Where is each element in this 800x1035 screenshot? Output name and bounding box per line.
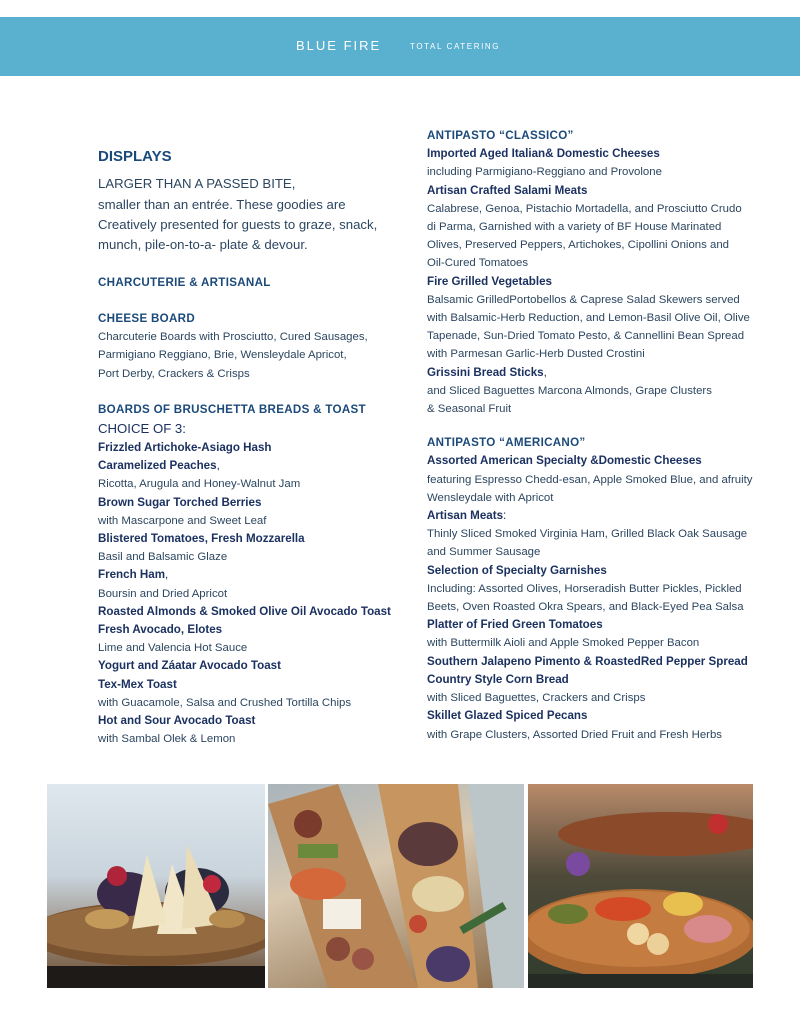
menu-item-desc: Olives, Preserved Peppers, Artichokes, Cipollini Onions and [427, 239, 729, 252]
menu-item-name: Artisan Meats: [427, 509, 507, 523]
photo-bruschetta-platter [47, 784, 265, 988]
menu-item-name: Southern Jalapeno Pimento & RoastedRed Pepper Spread [427, 654, 748, 668]
section-heading-charcuterie: CHARCUTERIE & ARTISANAL [98, 275, 271, 289]
menu-item-desc: and Summer Sausage [427, 546, 541, 559]
menu-item-desc: with Sambal Olek & Lemon [98, 733, 236, 746]
section-heading-americano: ANTIPASTO “AMERICANO” [427, 436, 586, 450]
cheese-text: Charcuterie Boards with Prosciutto, Cured Sausages, [98, 331, 368, 344]
menu-item-name: Artisan Crafted Salami Meats [427, 183, 588, 197]
cheese-text: Parmigiano Reggiano, Brie, Wensleydale Apricot, [98, 349, 347, 362]
menu-item-desc: Basil and Balsamic Glaze [98, 551, 228, 564]
section-heading-boards: BOARDS OF BRUSCHETTA BREADS & TOAST [98, 402, 366, 416]
header-banner [0, 17, 800, 76]
section-heading-classico: ANTIPASTO “CLASSICO” [427, 129, 574, 142]
menu-item-name: Hot and Sour Avocado Toast [98, 714, 256, 728]
section-heading-cheese-board: CHEESE BOARD [98, 312, 196, 326]
intro-line: Creatively presented for guests to graze, snack, [98, 217, 378, 233]
intro-line: LARGER THAN A PASSED BITE, [98, 176, 296, 192]
right-column [427, 127, 772, 744]
intro-paragraph [98, 174, 408, 256]
menu-item-desc: Wensleydale with Apricot [427, 491, 554, 504]
intro-line: smaller than an entrée. These goodies are [98, 196, 346, 212]
photo-antipasto-board [528, 784, 753, 988]
menu-item-name: Grissini Bread Sticks, [427, 365, 547, 379]
brand-logo: BLUE FIRE [296, 38, 382, 53]
menu-item-name: Country Style Corn Bread [427, 672, 569, 686]
menu-item-name: Assorted American Specialty &Domestic Cheeses [427, 454, 702, 468]
menu-item-desc: featuring Espresso Chedd-esan, Apple Smoked Blue, and afruity [427, 473, 753, 486]
photo-charcuterie-boards [268, 784, 524, 988]
menu-item-desc: with Guacamole, Salsa and Crushed Tortilla Chips [98, 696, 352, 709]
menu-item-name: Tex-Mex Toast [98, 677, 177, 691]
menu-item-desc: with Sliced Baguettes, Crackers and Crisps [427, 692, 646, 705]
menu-item-name: Brown Sugar Torched Berries [98, 495, 262, 509]
page-title: DISPLAYS [98, 148, 172, 165]
menu-item-name: Platter of Fried Green Tomatoes [427, 618, 603, 632]
menu-item-name: Yogurt and Záatar Avocado Toast [98, 659, 281, 673]
menu-item-desc: and Sliced Baguettes Marcona Almonds, Grape Clusters [427, 384, 712, 397]
menu-item-desc: Balsamic GrilledPortobellos & Caprese Salad Skewers served [427, 293, 740, 306]
menu-item-desc: with Balsamic-Herb Reduction, and Lemon-Basil Olive Oil, Olive [427, 312, 750, 325]
brand-tagline: TOTAL CATERING [410, 42, 501, 51]
menu-item-name: Roasted Almonds & Smoked Olive Oil Avocado Toast [98, 604, 391, 618]
menu-item-desc: Oil-Cured Tomatoes [427, 257, 529, 270]
menu-item-name: Fresh Avocado, Elotes [98, 623, 223, 637]
menu-item-desc: Tapenade, Sun-Dried Tomato Pesto, & Cannellini Bean Spread [427, 330, 745, 343]
menu-item-desc: Beets, Oven Roasted Okra Spears, and Black-Eyed Pea Salsa [427, 601, 744, 614]
menu-item-name: Fire Grilled Vegetables [427, 274, 553, 288]
menu-item-desc: Boursin and Dried Apricot [98, 587, 228, 600]
photo-strip [47, 784, 753, 988]
menu-item-desc: including Parmigiano-Reggiano and Provolone [427, 166, 662, 179]
menu-item-name: Skillet Glazed Spiced Pecans [427, 709, 588, 723]
menu-item-desc: Calabrese, Genoa, Pistachio Mortadella, and Prosciutto Crudo [427, 202, 742, 215]
menu-item-desc: & Seasonal Fruit [427, 403, 512, 416]
menu-item-name: Frizzled Artichoke-Asiago Hash [98, 441, 272, 455]
choice-label: CHOICE OF 3: [98, 421, 186, 437]
menu-item-desc: Thinly Sliced Smoked Virginia Ham, Grilled Black Oak Sausage [427, 528, 748, 541]
cheese-text: Port Derby, Crackers & Crisps [98, 367, 250, 380]
menu-item-desc: di Parma, Garnished with a variety of BF House Marinated [427, 221, 722, 234]
left-column [98, 148, 408, 749]
menu-item-name: Imported Aged Italian& Domestic Cheeses [427, 147, 660, 161]
menu-item-desc: Ricotta, Arugula and Honey-Walnut Jam [98, 478, 301, 491]
menu-item-desc: with Mascarpone and Sweet Leaf [98, 514, 267, 527]
menu-item-name: French Ham, [98, 568, 169, 582]
menu-item-desc: with Buttermilk Aioli and Apple Smoked Pepper Bacon [427, 637, 700, 650]
intro-line: munch, pile-on-to-a- plate & devour. [98, 237, 308, 253]
menu-item-name: Selection of Specialty Garnishes [427, 563, 607, 577]
menu-item-desc: with Parmesan Garlic-Herb Dusted Crostini [427, 348, 645, 361]
menu-item-name: Caramelized Peaches, [98, 459, 220, 473]
menu-item-desc: Lime and Valencia Hot Sauce [98, 642, 248, 655]
menu-item-desc: Including: Assorted Olives, Horseradish Butter Pickles, Pickled [427, 582, 742, 595]
menu-item-desc: with Grape Clusters, Assorted Dried Fruit and Fresh Herbs [427, 728, 722, 741]
menu-item-name: Blistered Tomatoes, Fresh Mozzarella [98, 532, 305, 546]
